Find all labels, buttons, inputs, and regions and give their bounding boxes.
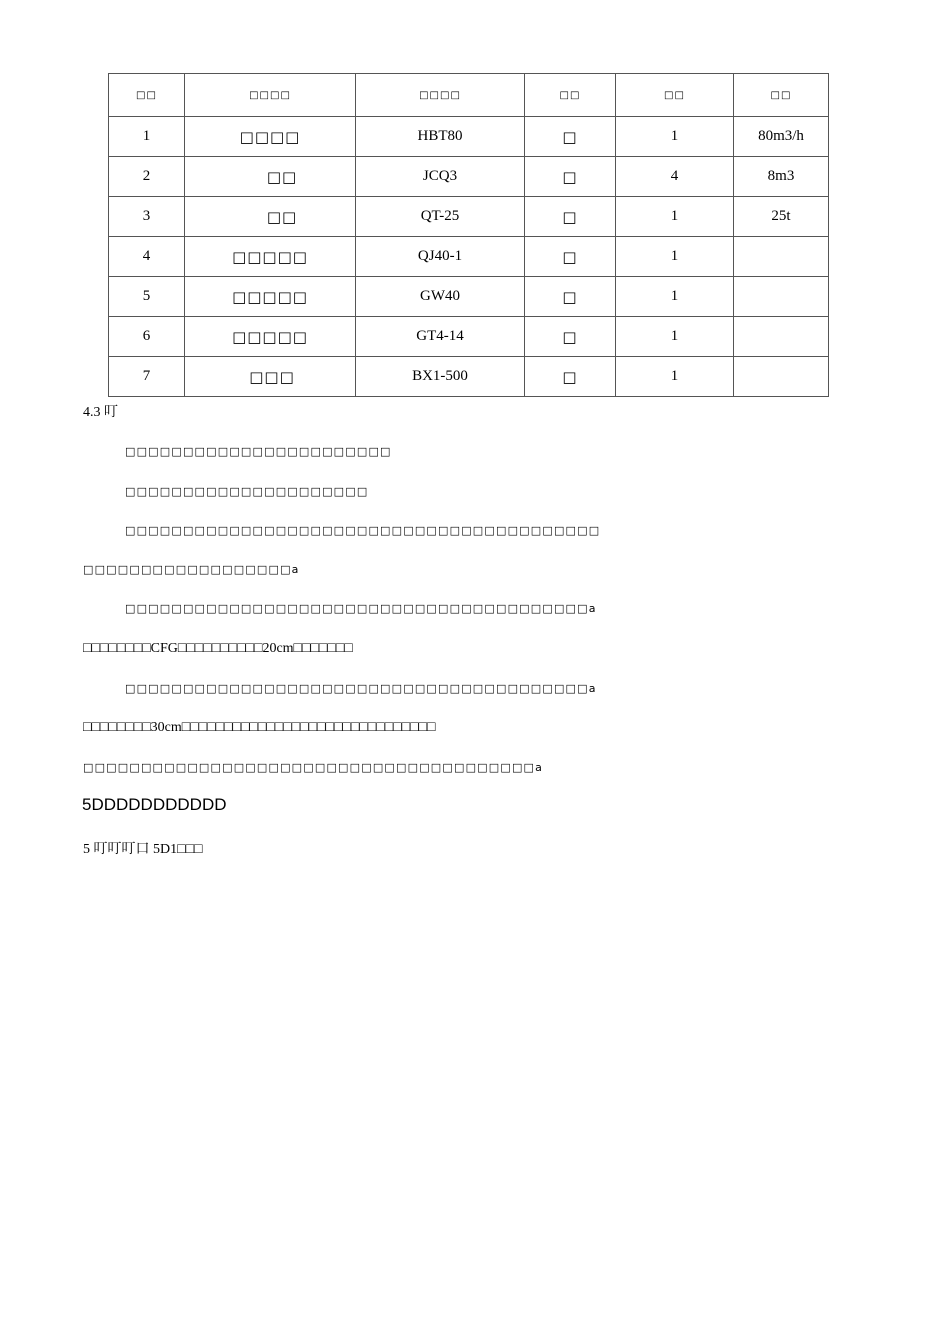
row-number: 7 (109, 357, 185, 397)
equipment-unit: □ (525, 157, 616, 197)
equipment-table (108, 73, 829, 397)
equipment-model: GW40 (356, 277, 525, 317)
table-row (109, 277, 829, 317)
equipment-model: JCQ3 (356, 157, 525, 197)
equipment-name: □□□□□ (185, 237, 356, 277)
row-number: 5 (109, 277, 185, 317)
equipment-capacity: 8m3 (734, 157, 829, 197)
paragraph-line: □□□□□□□□□□□□□□□□□□□□□□□□□□□□□□□□□□□□□□□a (83, 761, 544, 774)
paragraph-line: □□□□□□□□30cm□□□□□□□□□□□□□□□□□□□□□□□□□□□□□□ (83, 720, 436, 735)
equipment-unit: □ (525, 237, 616, 277)
table-row (109, 317, 829, 357)
paragraph-line: □□□□□□□□□□□□□□□□□□□□□□□□□□□□□□□□□□□□□□□□a (125, 682, 597, 695)
equipment-unit: □ (525, 117, 616, 157)
equipment-unit: □ (525, 277, 616, 317)
equipment-model: BX1-500 (356, 357, 525, 397)
paragraph-line: □□□□□□□□□□□□□□□□□□□□□□□ (125, 445, 392, 458)
paragraph-line: □□□□□□□□□□□□□□□□□□□□□ (125, 485, 369, 498)
header-cell: □□□□ (185, 74, 356, 117)
header-cell: □□ (525, 74, 616, 117)
equipment-quantity: 1 (616, 117, 734, 157)
equipment-capacity (734, 237, 829, 277)
equipment-quantity: 1 (616, 277, 734, 317)
table-row (109, 117, 829, 157)
table-row (109, 197, 829, 237)
table-row (109, 237, 829, 277)
header-cell: □□ (734, 74, 829, 117)
section-heading-4-3: 4.3 叮 (83, 405, 118, 420)
row-number: 1 (109, 117, 185, 157)
table-row (109, 357, 829, 397)
table-row (109, 157, 829, 197)
equipment-name: □□ (185, 197, 356, 237)
paragraph-line: □□□□□□□□□□□□□□□□□□□□□□□□□□□□□□□□□□□□□□□□□ (125, 524, 601, 537)
equipment-name: □□□ (185, 357, 356, 397)
equipment-capacity (734, 317, 829, 357)
header-cell: □□□□ (356, 74, 525, 117)
equipment-unit: □ (525, 357, 616, 397)
equipment-capacity: 25t (734, 197, 829, 237)
equipment-quantity: 1 (616, 317, 734, 357)
paragraph-line: □□□□□□□□CFG□□□□□□□□□□20cm□□□□□□□ (83, 641, 353, 656)
equipment-capacity (734, 357, 829, 397)
header-cell: □□ (616, 74, 734, 117)
table-header-row (109, 74, 829, 117)
equipment-unit: □ (525, 197, 616, 237)
equipment-model: HBT80 (356, 117, 525, 157)
equipment-quantity: 1 (616, 197, 734, 237)
equipment-model: GT4-14 (356, 317, 525, 357)
row-number: 6 (109, 317, 185, 357)
equipment-quantity: 1 (616, 237, 734, 277)
equipment-model: QJ40-1 (356, 237, 525, 277)
section-heading-5: 5DDDDDDDDDDD (82, 795, 227, 814)
equipment-model: QT-25 (356, 197, 525, 237)
section-heading-5-1: 5 叮叮叮口 5D1□□□ (83, 842, 203, 857)
row-number: 3 (109, 197, 185, 237)
equipment-name: □□□□ (185, 117, 356, 157)
row-number: 2 (109, 157, 185, 197)
equipment-name: □□□□□ (185, 317, 356, 357)
equipment-name: □□ (185, 157, 356, 197)
paragraph-line: □□□□□□□□□□□□□□□□□□a (83, 563, 300, 576)
equipment-capacity (734, 277, 829, 317)
equipment-quantity: 1 (616, 357, 734, 397)
equipment-unit: □ (525, 317, 616, 357)
header-cell: □□ (109, 74, 185, 117)
row-number: 4 (109, 237, 185, 277)
equipment-name: □□□□□ (185, 277, 356, 317)
equipment-capacity: 80m3/h (734, 117, 829, 157)
equipment-quantity: 4 (616, 157, 734, 197)
paragraph-line: □□□□□□□□□□□□□□□□□□□□□□□□□□□□□□□□□□□□□□□□a (125, 602, 597, 615)
